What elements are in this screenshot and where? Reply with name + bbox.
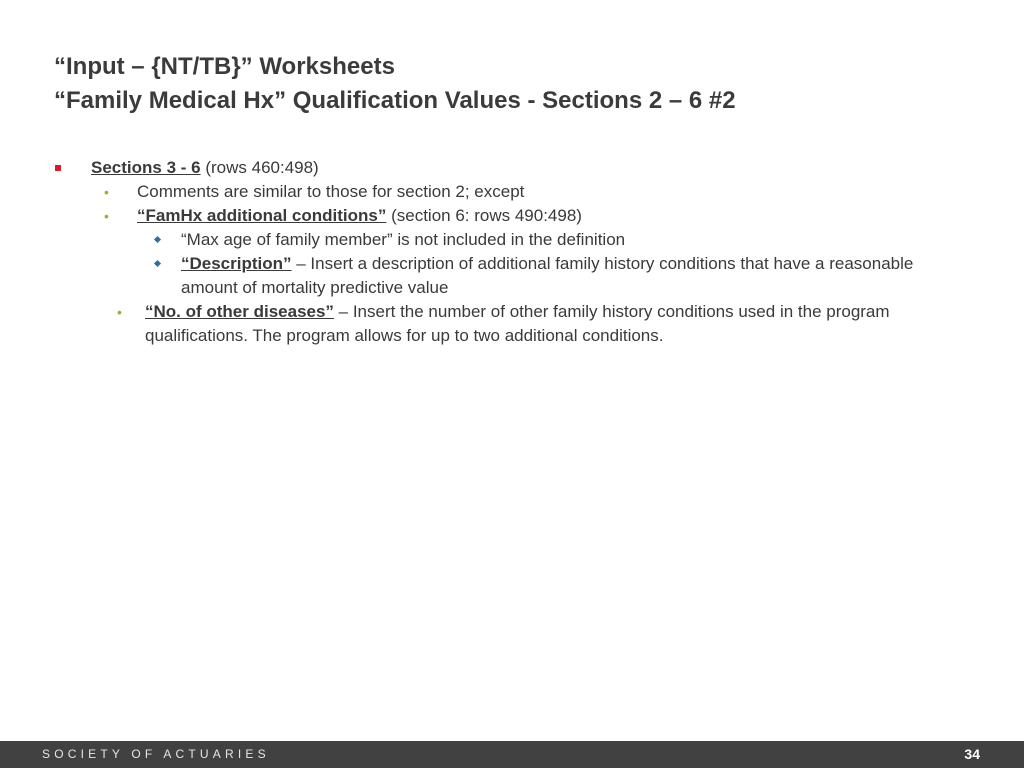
bullet-heading: “Description” — [181, 254, 292, 273]
bullet-no-of-other-diseases — [0, 300, 945, 348]
slide-title-line-1: “Input – {NT/TB}” Worksheets — [54, 53, 395, 80]
bullet-heading: Sections 3 - 6 — [91, 158, 201, 177]
diamond-bullet-icon — [154, 236, 161, 243]
bullet-famhx-additional-conditions — [0, 204, 1024, 228]
bullet-comments-similar — [0, 180, 1024, 204]
footer-brand-logo: SOCIETY OF ACTUARIES — [42, 747, 270, 761]
diamond-bullet-icon — [154, 260, 161, 267]
bullet-text: (section 6: rows 490:498) — [386, 206, 582, 225]
bullet-text: (rows 460:498) — [200, 158, 319, 177]
bullet-text: Comments are similar to those for section 2; except — [137, 182, 525, 201]
bullet-max-age-not-included — [0, 228, 941, 252]
footer-bar — [0, 741, 1024, 768]
bullet-description — [0, 252, 941, 300]
slide-title-line-2: “Family Medical Hx” Qualification Values - Sections 2 – 6 #2 — [54, 87, 736, 114]
square-bullet-icon — [55, 165, 61, 171]
page-number: 34 — [964, 746, 980, 762]
dot-bullet-icon: • — [117, 304, 122, 320]
slide-body — [0, 156, 1024, 348]
bullet-heading: “No. of other diseases” — [145, 302, 334, 321]
bullet-text: – Insert a description of additional family history conditions that have a reasonable amount of mortality predictive value — [181, 254, 914, 297]
dot-bullet-icon: • — [104, 208, 109, 224]
bullet-text: “Max age of family member” is not included in the definition — [181, 230, 626, 249]
bullet-text: – Insert the number of other family history conditions used in the program qualifications. The program allows for up to two additional conditions. — [145, 302, 890, 345]
dot-bullet-icon: • — [104, 184, 109, 200]
bullet-heading: “FamHx additional conditions” — [137, 206, 387, 225]
slide-title — [54, 50, 994, 118]
bullet-sections-3-6 — [0, 156, 1024, 180]
